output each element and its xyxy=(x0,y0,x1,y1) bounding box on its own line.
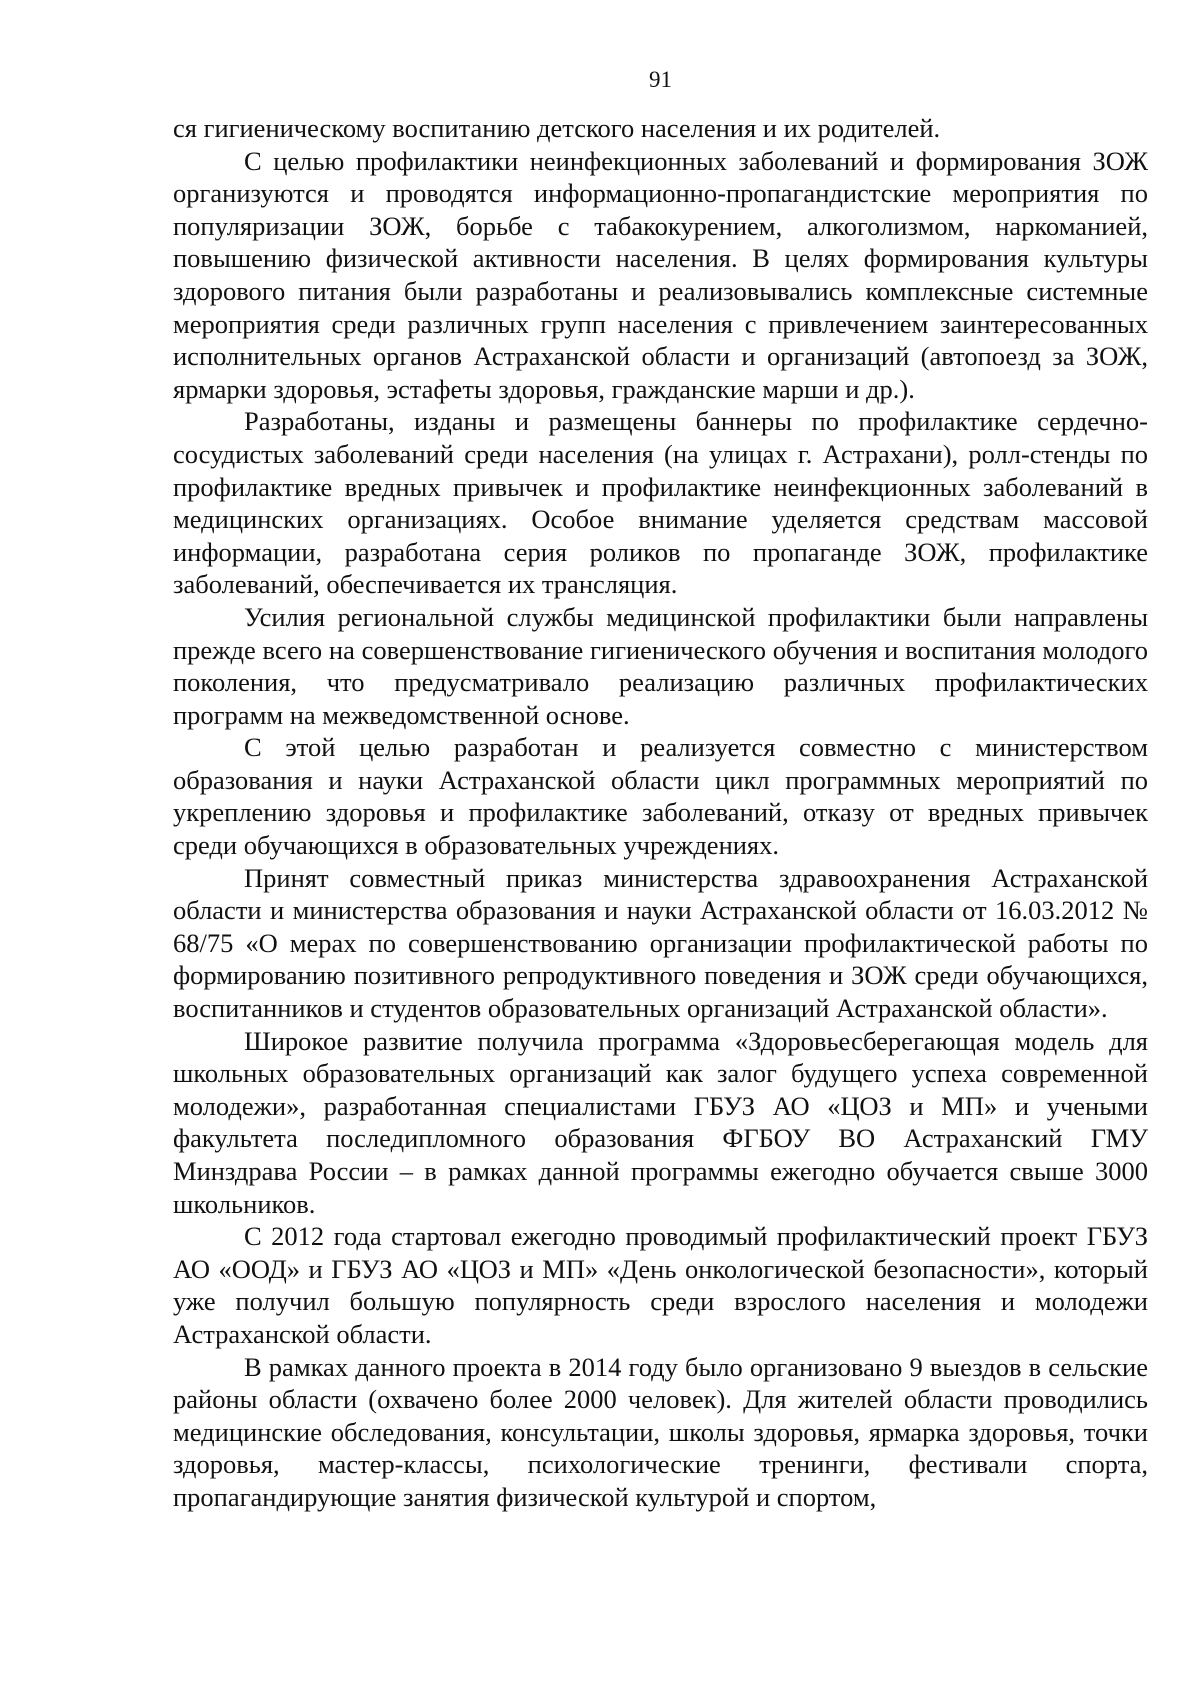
paragraph-oncology-day: С 2012 года стартовал ежегодно проводимый профилактический проект ГБУЗ АО «ООД» и ГБУЗ АО «ЦОЗ и МП» «День онкологической безопасности», который уже получил большую популярность среди взрослого населения и молодежи Астраханской области. xyxy=(173,1221,1148,1349)
paragraph-regional-service: Усилия региональной службы медицинской профилактики были направлены прежде всего на совершенствование гигиенического обучения и воспитания молодого поколения, что предусматривало реализацию различных профилактических программ на межведомственной основе. xyxy=(173,601,1148,730)
page-number: 91 xyxy=(649,67,672,92)
paragraph-program-cycle: С этой целью разработан и реализуется совместно с министерством образования и науки Астраханской области цикл программных мероприятий по укреплению здоровья и профилактике заболеваний, отказу от вредных привычек среди обучающихся в образовательных учреждениях. xyxy=(173,732,1148,861)
paragraph-zozh-events: С целью профилактики неинфекционных заболеваний и формирования ЗОЖ организуются и проводятся информационно-пропагандистские мероприятия по популяризации ЗОЖ, борьбе с табакокурением, алкоголизмом, наркоманией, повышению физической активности населения. В целях формирования культуры здорового питания были разработаны и реализовывались комплексные системные мероприятия среди различных групп населения с привлечением заинтересованных исполнительных органов Астраханской области и организаций (автопоезд за ЗОЖ, ярмарки здоровья, эстафеты здоровья, гражданские марши и др.). xyxy=(173,145,1148,404)
paragraph-project-2014: В рамках данного проекта в 2014 году было организовано 9 выездов в сельские районы области (охвачено более 2000 человек). Для жителей области проводились медицинские обследования, консультации, школы здоровья, ярмарка здоровья, точки здоровья, мастер-классы, психологические тренинги, фестивали спорта, пропагандирующие занятия физической культурой и спортом, xyxy=(173,1351,1148,1512)
document-page xyxy=(173,66,1148,1514)
paragraph-banners: Разработаны, изданы и размещены баннеры по профилактике сердечно-сосудистых заболеваний среди населения (на улицах г. Астрахани), ролл-стенды по профилактике вредных привычек и профилактике неинфекционных заболеваний в медицинских организациях. Особое внимание уделяется средствам массовой информации, разработана серия роликов по пропаганде ЗОЖ, профилактике заболеваний, обеспечивается их трансляция. xyxy=(173,406,1148,600)
paragraph-continuation: ся гигиеническому воспитанию детского населения и их родителей. xyxy=(173,113,941,143)
paragraph-joint-order: Принят совместный приказ министерства здравоохранения Астраханской области и министерства образования и науки Астраханской области от 16.03.2012 № 68/75 «О мерах по совершенствованию организации профилактической работы по формированию позитивного репродуктивного поведения и ЗОЖ среди обучающихся, воспитанников и студентов образовательных организаций Астраханской области». xyxy=(173,862,1148,1024)
paragraph-health-model: Широкое развитие получила программа «Здоровьесберегающая модель для школьных образовательных организаций как залог будущего успеха современной молодежи», разработанная специалистами ГБУЗ АО «ЦОЗ и МП» и учеными факультета последипломного образования ФГБОУ ВО Астраханский ГМУ Минздрава России – в рамках данной программы ежегодно обучается свыше 3000 школьников. xyxy=(173,1025,1148,1219)
